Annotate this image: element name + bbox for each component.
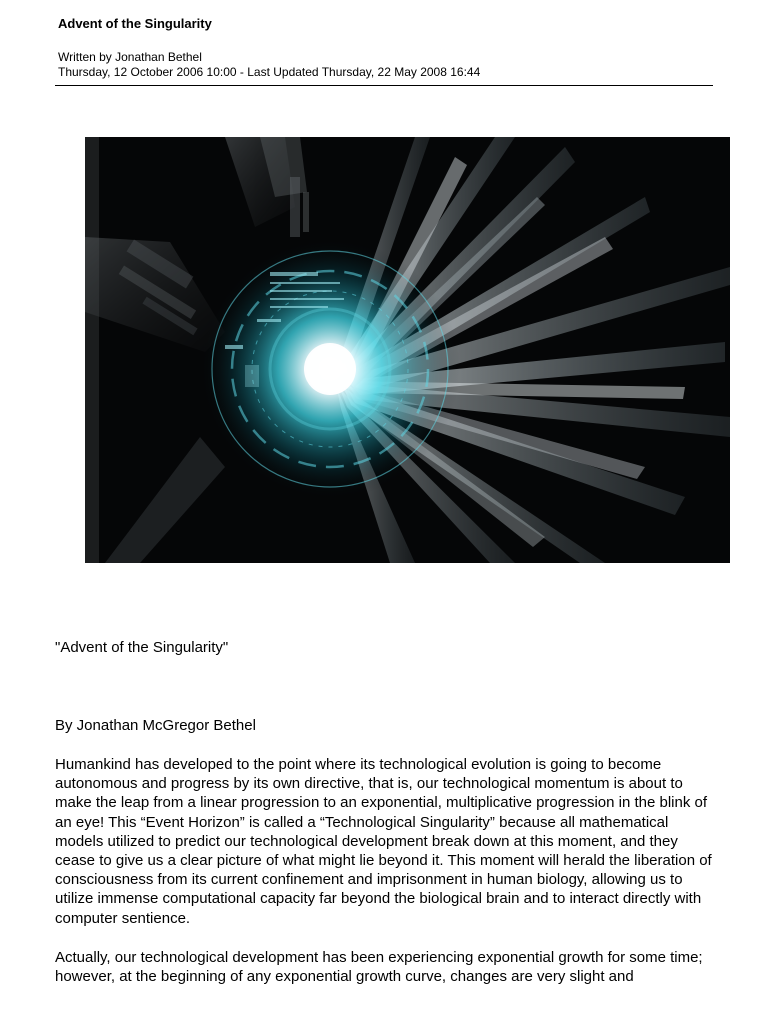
byline: By Jonathan McGregor Bethel: [55, 717, 256, 734]
header-divider: [55, 85, 713, 86]
author-line: Written by Jonathan Bethel: [58, 50, 202, 64]
body-paragraph: Actually, our technological development has been experiencing exponential growth for some time; however, at the beginning of any exponential growth curve, changes are very slight and: [55, 949, 703, 986]
singularity-illustration: [85, 137, 730, 563]
hero-image: [85, 137, 730, 563]
article-meta: [58, 50, 480, 80]
date-line: Thursday, 12 October 2006 10:00 - Last Updated Thursday, 22 May 2008 16:44: [58, 65, 481, 79]
quoted-title: "Advent of the Singularity": [55, 639, 229, 656]
body-paragraph: Humankind has developed to the point where its technological evolution is going to become autonomous and progress by its own directive, that is, our technological momentum is about to make the leap from a linear progression to an exponential, multiplicative progression in the blink of an eye! This “Event Horizon” is called a “Technological Singularity” because all mathematical models utilized to predict our technological development break down at this moment, and they cease to give us a clear picture of what might lie beyond it. This moment will herald the liberation of consciousness from its current confinement and imprisonment in human biology, allowing us to utilize immense computational capacity far beyond the biological brain and to interact directly with computer sentience.: [55, 756, 712, 927]
article-title: Advent of the Singularity: [58, 16, 212, 31]
